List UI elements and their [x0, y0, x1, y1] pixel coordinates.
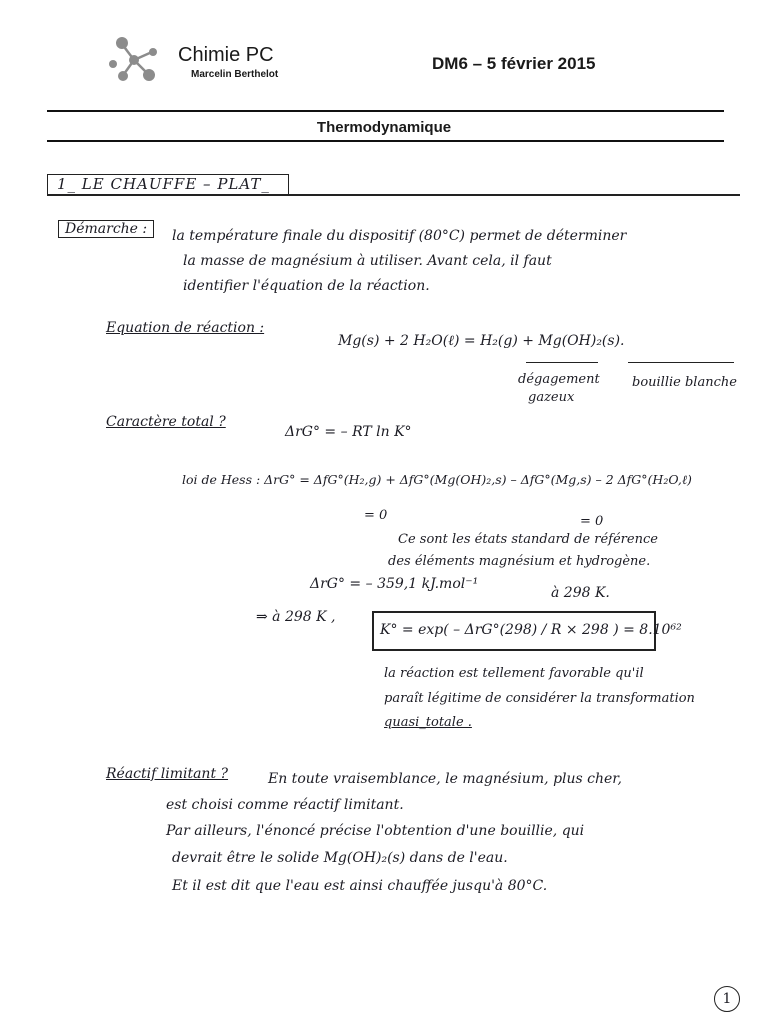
underbrace: [526, 362, 598, 363]
hess-law: loi de Hess : ΔrG° = ΔfG°(H₂,g) + ΔfG°(Mg(OH)₂,s) – ΔfG°(Mg,s) – 2 ΔfG°(H₂O,ℓ): [182, 472, 692, 487]
demarche-label: Démarche :: [58, 220, 154, 238]
demarche-line: identifier l'équation de la réaction.: [183, 278, 430, 294]
result-box: K° = exp( – ΔrG°(298) / R × 298 ) = 8.10⁶²: [372, 611, 656, 651]
reactif-line: Et il est dit que l'eau est ainsi chauffée jusqu'à 80°C.: [172, 878, 548, 894]
molecule-logo-icon: [108, 34, 164, 86]
conclusion-line: la réaction est tellement favorable qu'il: [384, 666, 644, 681]
reactif-label: Réactif limitant ?: [106, 766, 229, 782]
equation-label: Equation de réaction :: [106, 320, 265, 336]
section-underline: [47, 194, 740, 196]
page-number: 1: [714, 986, 740, 1012]
demarche-line: la température finale du dispositif (80°C) permet de déterminer: [172, 228, 627, 244]
underbrace: [628, 362, 734, 363]
annotation: des éléments magnésium et hydrogène.: [388, 554, 651, 569]
divider: [47, 140, 724, 142]
formula: ΔrG° = – RT ln K°: [285, 424, 412, 440]
section-heading: 1_ LE CHAUFFE – PLAT_: [57, 175, 270, 193]
annotation: = 0: [580, 514, 604, 529]
reaction-equation: Mg(s) + 2 H₂O(ℓ) = H₂(g) + Mg(OH)₂(s).: [338, 333, 625, 349]
brand-name: Chimie PC: [178, 44, 274, 66]
annotation: bouillie blanche: [632, 375, 737, 390]
conclusion-line: paraît légitime de considérer la transformation: [384, 691, 695, 706]
annotation: gazeux: [528, 390, 575, 405]
conclusion-line: quasi_totale .: [384, 715, 472, 730]
temperature: à 298 K.: [551, 585, 610, 601]
document-title: DM6 – 5 février 2015: [432, 54, 596, 73]
result-prefix: ⇒ à 298 K ,: [256, 609, 336, 625]
annotation: Ce sont les états standard de référence: [398, 532, 658, 547]
annotation: dégagement: [518, 372, 600, 387]
reactif-line: Par ailleurs, l'énoncé précise l'obtention d'une bouillie, qui: [166, 823, 585, 839]
demarche-line: la masse de magnésium à utiliser. Avant cela, il faut: [183, 253, 552, 269]
author-name: Marcelin Berthelot: [191, 69, 279, 80]
annotation: = 0: [364, 508, 388, 523]
reactif-line: En toute vraisemblance, le magnésium, plus cher,: [268, 771, 622, 787]
divider: [47, 110, 724, 112]
reactif-line: devrait être le solide Mg(OH)₂(s) dans de l'eau.: [172, 850, 508, 866]
caractere-label: Caractère total ?: [106, 414, 226, 430]
subject-heading: Thermodynamique: [316, 119, 452, 136]
reactif-line: est choisi comme réactif limitant.: [166, 797, 404, 813]
value: ΔrG° = – 359,1 kJ.mol⁻¹: [310, 576, 479, 592]
